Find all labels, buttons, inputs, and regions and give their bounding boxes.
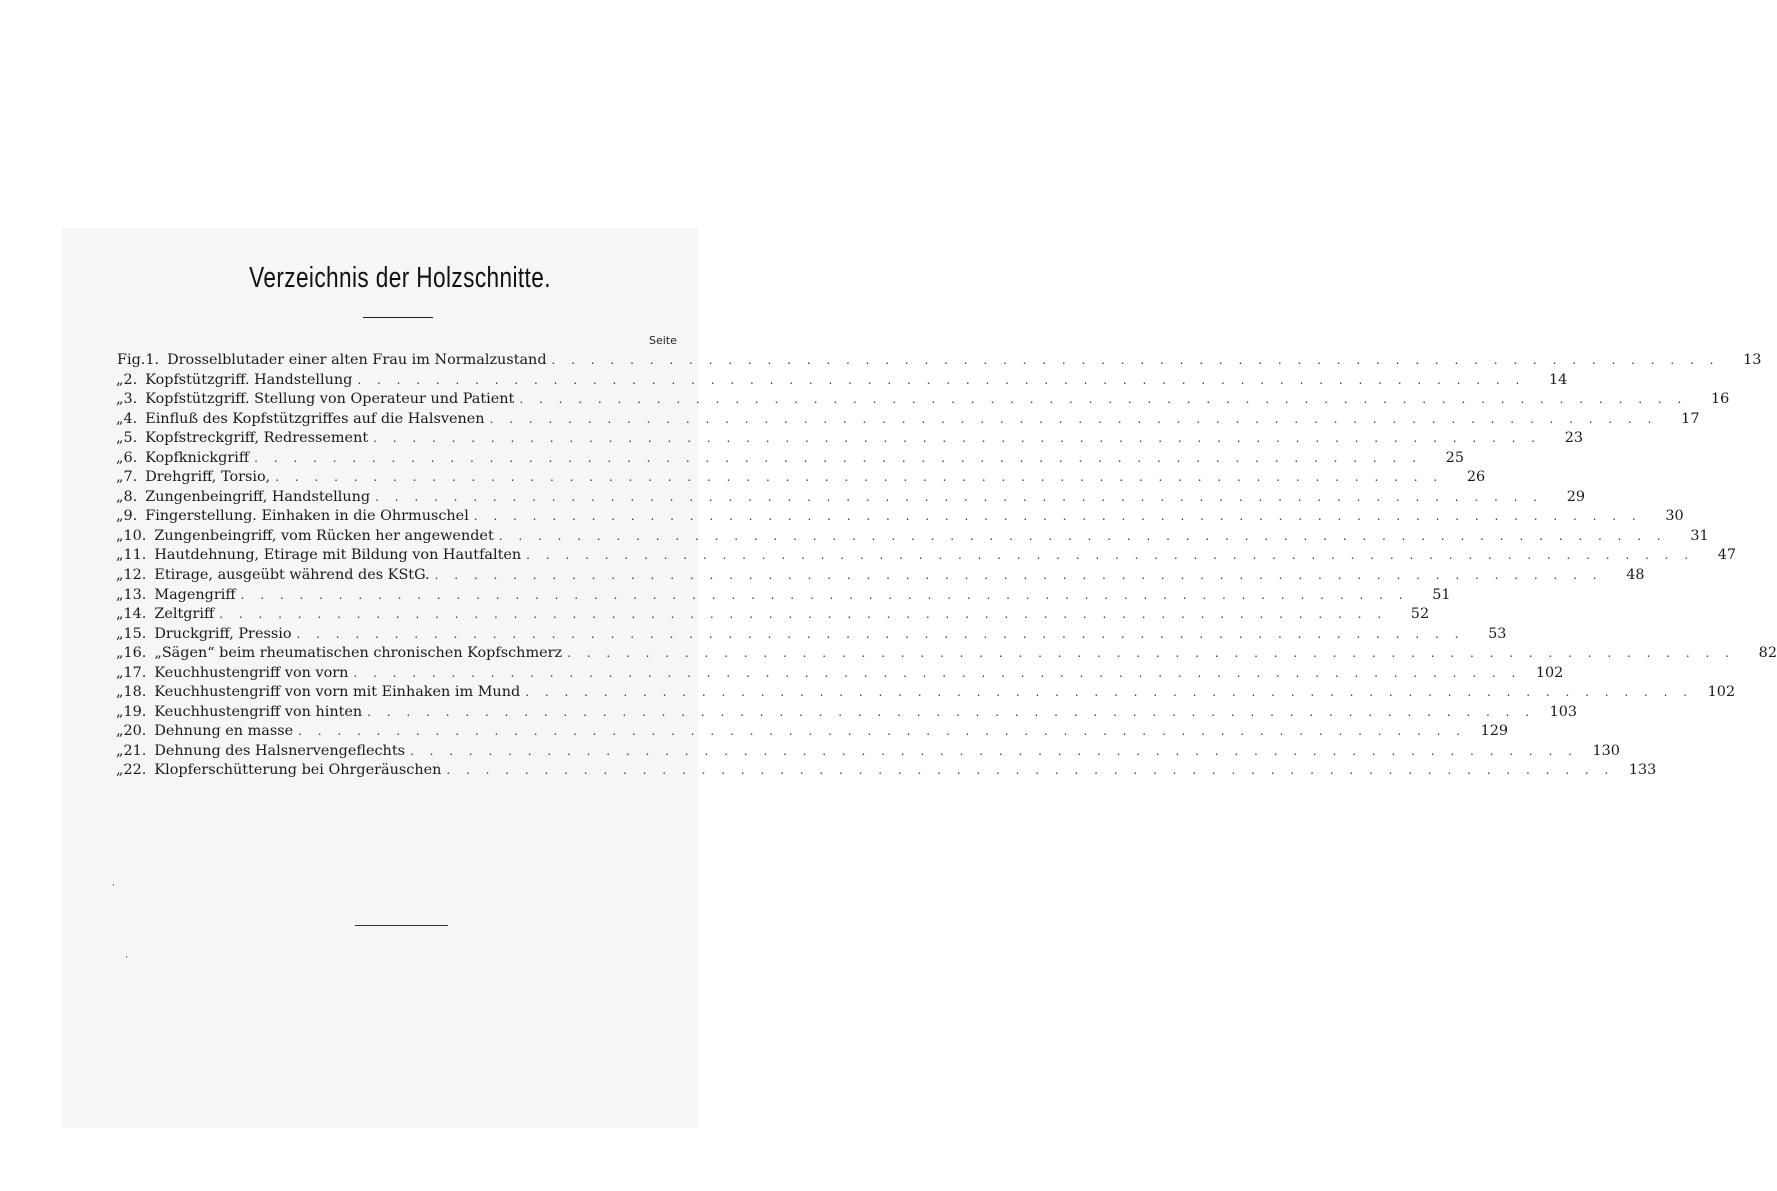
ditto-mark: „: [116, 430, 124, 447]
toc-entry: [110, 644, 1777, 664]
ditto-mark: „: [116, 410, 124, 427]
figure-number: 19.: [123, 703, 147, 720]
entry-body: [154, 722, 1466, 742]
figure-title: „Sägen“ beim rheumatischen chronischen Kopfschmerz: [154, 645, 563, 662]
dot-leader: . . . . . . . . . . . . . . . . . . . . . . . . . . . . . . . . . . . . . . . . . . . . . . . . . . . . . . . . . . . .: [489, 411, 1658, 426]
ditto-mark: „: [116, 586, 124, 603]
figure-title: Keuchhustengriff von vorn: [154, 664, 349, 681]
dot-leader: . . . . . . . . . . . . . . . . . . . . . . . . . . . . . . . . . . . . . . . . . . . . . . . . . . . . . . . . . . . .: [519, 392, 1688, 407]
figure-number: 10.: [123, 527, 147, 544]
figure-number: 20.: [123, 723, 147, 740]
toc-entry: [110, 488, 1586, 508]
figure-number: 1.: [145, 352, 160, 368]
ditto-mark: „: [116, 449, 124, 466]
dot-leader: . . . . . . . . . . . . . . . . . . . . . . . . . . . . . . . . . . . . . . . . . . . . . . . . . . . . . . . . . . . .: [357, 372, 1526, 387]
entry-body: [154, 761, 1614, 781]
entry-body: [154, 546, 1694, 566]
figure-title: Hautdehnung, Etirage mit Bildung von Hautfalten: [154, 547, 522, 564]
figure-number: 7.: [123, 469, 138, 486]
toc-entry: [110, 468, 1486, 488]
ditto-mark: „: [116, 508, 124, 525]
toc-entry: [110, 722, 1509, 742]
ditto-mark: „: [116, 664, 124, 681]
dot-leader: . . . . . . . . . . . . . . . . . . . . . . . . . . . . . . . . . . . . . . . . . . . . . . . . . . . . . . . . . . . .: [410, 743, 1578, 758]
dot-leader: . . . . . . . . . . . . . . . . . . . . . . . . . . . . . . . . . . . . . . . . . . . . . . . . . . . . . . . . . . . .: [446, 763, 1615, 778]
figure-title: Zungenbeingriff, vom Rücken her angewendet: [154, 527, 494, 544]
page-number: 30: [1665, 508, 1684, 525]
page-title: Verzeichnis der Holzschnitte.: [249, 262, 551, 294]
dot-leader: . . . . . . . . . . . . . . . . . . . . . . . . . . . . . . . . . . . . . . . . . . . . . . . . . . . . . . . . . . . .: [296, 626, 1465, 641]
toc-entry: [110, 390, 1730, 410]
entry-body: [145, 449, 1422, 469]
dot-leader: . . . . . . . . . . . . . . . . . . . . . . . . . . . . . . . . . . . . . . . . . . . . . . . . . . . . . . . . . . . .: [298, 724, 1467, 739]
page-number: 31: [1690, 527, 1709, 544]
figure-number: 5.: [123, 430, 138, 447]
dot-leader: . . . . . . . . . . . . . . . . . . . . . . . . . . . . . . . . . . . . . . . . . . . . . . . . . . . . . . . . . . . .: [275, 470, 1444, 485]
page-number: 47: [1717, 547, 1737, 564]
ditto-mark: „: [116, 469, 124, 486]
figure-number: 6.: [123, 449, 138, 466]
entry-body: [154, 742, 1578, 762]
figure-title: Drehgriff, Torsio,: [145, 469, 271, 486]
figure-title: Fingerstellung. Einhaken in die Ohrmuschel: [145, 508, 469, 525]
dot-leader: . . . . . . . . . . . . . . . . . . . . . . . . . . . . . . . . . . . . . . . . . . . . . . . . . . . . . . . . . . . .: [551, 353, 1720, 367]
figure-number: 16.: [123, 645, 147, 662]
ditto-mark: „: [116, 371, 124, 388]
figure-number: 11.: [123, 547, 147, 564]
page-number: 103: [1549, 703, 1578, 720]
toc-entry: [110, 742, 1620, 762]
toc-entry: [110, 586, 1451, 606]
figure-title: Kopfknickgriff: [145, 449, 250, 466]
entry-body: [145, 410, 1657, 430]
entry-body: [154, 605, 1387, 625]
figure-number: 13.: [123, 586, 147, 603]
ditto-mark: „: [116, 391, 124, 408]
page-number: 17: [1681, 410, 1700, 427]
toc-entry: [110, 605, 1430, 625]
figure-number: 17.: [123, 664, 147, 681]
page-number: 14: [1548, 371, 1568, 388]
dot-leader: . . . . . . . . . . . . . . . . . . . . . . . . . . . . . . . . . . . . . . . . . . . . . . . . . . . . . . . . . . . .: [375, 489, 1544, 504]
paper-speck: [113, 884, 114, 886]
toc-entry: [110, 410, 1700, 430]
page-number: 48: [1626, 567, 1645, 584]
entry-body: [154, 566, 1602, 586]
toc-entry: [110, 664, 1564, 684]
figure-number: 22.: [123, 762, 147, 779]
figure-title: Dehnung des Halsnervengeflechts: [154, 742, 405, 759]
page-number: 29: [1566, 488, 1586, 505]
figure-title: Etirage, ausgeübt während des KStG.: [154, 567, 430, 584]
dot-leader: . . . . . . . . . . . . . . . . . . . . . . . . . . . . . . . . . . . . . . . . . . . . . . . . . . . . . . . . . . . .: [473, 509, 1642, 524]
figure-title: Keuchhustengriff von vorn mit Einhaken im Mund: [154, 684, 521, 701]
figure-list: [110, 351, 1777, 781]
figure-title: Einfluß des Kopfstützgriffes auf die Halsvenen: [145, 410, 485, 427]
paper-speck: [126, 956, 127, 958]
page-column-label: Seite: [649, 334, 677, 347]
dot-leader: . . . . . . . . . . . . . . . . . . . . . . . . . . . . . . . . . . . . . . . . . . . . . . . . . . . . . . . . . . . .: [525, 685, 1694, 700]
figure-title: Zeltgriff: [154, 606, 215, 623]
page-number: 26: [1466, 469, 1486, 486]
page-number: 13: [1743, 352, 1762, 368]
dot-leader: . . . . . . . . . . . . . . . . . . . . . . . . . . . . . . . . . . . . . . . . . . . . . . . . . . . . . . . . . . . .: [434, 568, 1603, 583]
title-divider: [363, 317, 433, 318]
figure-number: 3.: [123, 391, 138, 408]
entry-body: [154, 586, 1408, 606]
figure-number: 12.: [123, 567, 147, 584]
toc-entry: [110, 449, 1464, 469]
figure-title: Klopferschütterung bei Ohrgeräuschen: [154, 762, 442, 779]
page-number: 102: [1707, 684, 1736, 701]
figure-title: Dehnung en masse: [154, 723, 294, 740]
toc-entry: [110, 429, 1584, 449]
entry-body: [154, 683, 1693, 703]
figure-title: Drosselblutader einer alten Frau im Normalzustand: [167, 352, 547, 368]
figure-number: 2.: [123, 371, 138, 388]
ditto-mark: „: [116, 684, 124, 701]
entry-body: [145, 507, 1642, 527]
figure-title: Druckgriff, Pressio: [154, 625, 292, 642]
toc-entry: [110, 625, 1507, 645]
page-number: 53: [1488, 625, 1507, 642]
figure-title: Magengriff: [154, 586, 236, 603]
figure-number: 9.: [123, 508, 138, 525]
ditto-mark: „: [116, 606, 124, 623]
figure-title: Kopfstreckgriff, Redressement: [145, 430, 369, 447]
dot-leader: . . . . . . . . . . . . . . . . . . . . . . . . . . . . . . . . . . . . . . . . . . . . . . . . . . . . . . . . . . . .: [567, 646, 1735, 661]
ditto-mark: „: [116, 723, 124, 740]
page-number: 82: [1758, 645, 1777, 662]
closing-divider: [355, 925, 448, 926]
figure-number: 14.: [123, 606, 147, 623]
page-number: 52: [1410, 606, 1430, 623]
ditto-mark: „: [116, 567, 124, 584]
figure-title: Kopfstützgriff. Stellung von Operateur und Patient: [145, 391, 515, 408]
toc-entry: [110, 761, 1657, 781]
figure-number: 15.: [123, 625, 147, 642]
entry-body: [154, 703, 1535, 723]
figure-number: 18.: [123, 684, 147, 701]
dot-leader: . . . . . . . . . . . . . . . . . . . . . . . . . . . . . . . . . . . . . . . . . . . . . . . . . . . . . . . . . . . .: [219, 607, 1388, 622]
ditto-mark: „: [116, 547, 124, 564]
entry-body: [145, 390, 1687, 410]
figure-title: Zungenbeingriff, Handstellung: [145, 488, 371, 505]
toc-entry: [110, 703, 1578, 723]
figure-number: 4.: [123, 410, 138, 427]
page-number: 23: [1564, 430, 1584, 447]
figure-title: Kopfstützgriff. Handstellung: [145, 371, 353, 388]
toc-entry: [110, 683, 1736, 703]
page-number: 129: [1480, 723, 1509, 740]
toc-entry: [110, 507, 1684, 527]
page-number: 16: [1710, 391, 1730, 408]
ditto-mark: „: [116, 742, 124, 759]
ditto-mark: „: [116, 625, 124, 642]
dot-leader: . . . . . . . . . . . . . . . . . . . . . . . . . . . . . . . . . . . . . . . . . . . . . . . . . . . . . . . . . . . .: [254, 450, 1422, 465]
ditto-mark: „: [116, 762, 124, 779]
entry-body: [154, 664, 1521, 684]
entry-body: [154, 625, 1464, 645]
toc-entry: [110, 527, 1709, 547]
entry-body: [167, 351, 1719, 371]
toc-entry: [110, 371, 1568, 391]
figure-number: 21.: [123, 742, 147, 759]
dot-leader: . . . . . . . . . . . . . . . . . . . . . . . . . . . . . . . . . . . . . . . . . . . . . . . . . . . . . . . . . . . .: [373, 431, 1542, 446]
dot-leader: . . . . . . . . . . . . . . . . . . . . . . . . . . . . . . . . . . . . . . . . . . . . . . . . . . . . . . . . . . . .: [240, 587, 1409, 602]
entry-body: [145, 371, 1525, 391]
entry-body: [145, 468, 1443, 488]
toc-entry: [110, 351, 1762, 371]
fig-label: Fig.: [117, 352, 146, 368]
ditto-mark: „: [116, 488, 124, 505]
toc-entry: [110, 546, 1737, 566]
dot-leader: . . . . . . . . . . . . . . . . . . . . . . . . . . . . . . . . . . . . . . . . . . . . . . . . . . . . . . . . . . . .: [367, 704, 1536, 719]
entry-body: [154, 644, 1735, 664]
dot-leader: . . . . . . . . . . . . . . . . . . . . . . . . . . . . . . . . . . . . . . . . . . . . . . . . . . . . . . . . . . . .: [353, 665, 1522, 680]
entry-body: [145, 488, 1543, 508]
page-number: 51: [1432, 586, 1451, 603]
page-number: 130: [1592, 742, 1620, 759]
figure-title: Keuchhustengriff von hinten: [154, 703, 363, 720]
entry-body: [154, 527, 1666, 547]
ditto-mark: „: [116, 645, 124, 662]
page-number: 25: [1445, 449, 1464, 466]
toc-entry: [110, 566, 1645, 586]
ditto-mark: „: [116, 527, 124, 544]
ditto-mark: „: [116, 703, 124, 720]
entry-body: [145, 429, 1541, 449]
dot-leader: . . . . . . . . . . . . . . . . . . . . . . . . . . . . . . . . . . . . . . . . . . . . . . . . . . . . . . . . . . . .: [498, 528, 1667, 543]
page-number: 133: [1628, 762, 1657, 779]
page-number: 102: [1535, 664, 1564, 681]
figure-number: 8.: [123, 488, 138, 505]
dot-leader: . . . . . . . . . . . . . . . . . . . . . . . . . . . . . . . . . . . . . . . . . . . . . . . . . . . . . . . . . . . .: [526, 548, 1695, 563]
